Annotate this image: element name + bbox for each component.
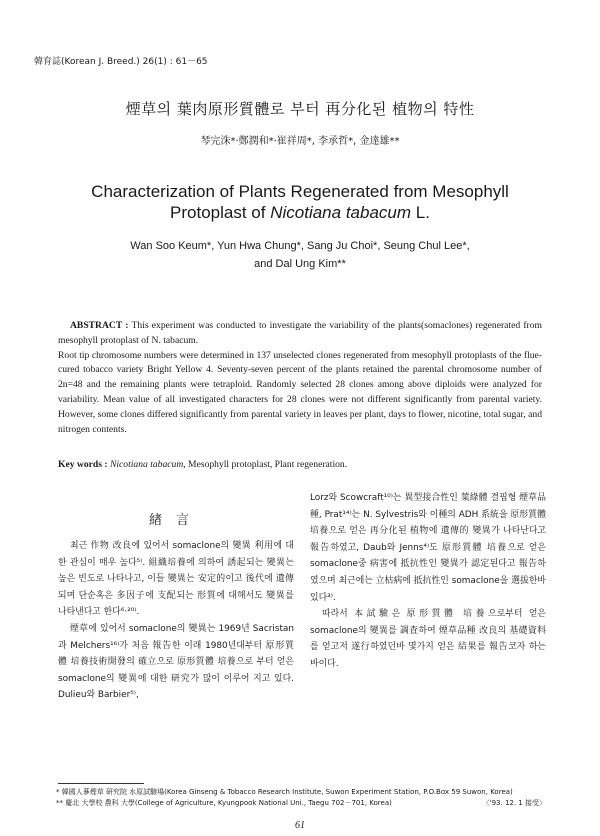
intro-paragraph-2: 煙草에 있어서 somaclone의 變異는 1969년 Sacristan과 Melchers¹⁶⁾가 처음 報告한 이래 1980년대부터 原形質體 培養技術開發의 確立으로 原形質體 培養으로 부터 얻은 somaclone의 變異에 대한 研究가 많이 이루어 지고 있다. Dulieu와 Barbier⁵⁾, [58,623,294,701]
english-title-pre: Protoplast of [170,203,271,222]
right-column [310,490,546,673]
korean-authors: 琴完洙*·鄭潤和*·崔祥周*, 李承哲*, 金達雄** [200,136,400,147]
english-title-line1: Characterization of Plants Regenerated from Mesophyll [91,182,509,201]
english-title-species: Nicotiana tabacum [270,203,412,222]
section-heading-introduction: 緖言 [148,513,203,528]
footnote-affiliation-2 [56,798,546,809]
keywords [58,459,542,470]
keywords-label: Key words : [58,459,108,470]
intro-paragraph-3: Lorz와 Scowcraft¹⁰⁾는 異型接合性인 葉綠體 결핍형 煙草品種, Prat¹⁴⁾는 N. Sylvestris와 이種의 ADH 系統을 原形質體 培養으로 얻은 再分化된 植物에 遺傳的 變異가 나타난다고 報告하였고, Daub와 Jenns⁴⁾도 原形質體 培養으로 얻은 somaclone중 病害에 抵抗性인 變異가 認定된다고 報告하였으며 최근에는 立枯病에 抵抗性인 somaclone을 選拔한바 있다³⁾. [310,493,546,603]
footnote-divider [58,783,144,784]
english-authors-line2: and Dal Ung Kim** [254,258,346,270]
footnote-affiliation-2-text: ** 慶北 大學校 農科 大學(College of Agriculture, Kyungpook National Uni., Taegu 702－701, Korea) [56,798,392,807]
keywords-rest: Mesophyll protoplast, Plant regeneration. [185,459,348,470]
english-title-post: L. [411,203,430,222]
abstract [58,319,542,437]
footnote-affiliation-1: * 韓國人蔘煙草 硏究院 水原試驗場(Korea Ginseng & Tobacco Research Institute, Suwon Experiment Station, P.O.Box 59 Suwon, Korea) [56,788,513,796]
korean-title: 煙草의 葉肉原形質體로 부터 再分化된 植物의 特性 [125,100,475,118]
abstract-paragraph-2: Root tip chromosome numbers were determined in 137 unselected clones regenerated from mesophyll protoplasts of the flue-cured tobacco variety Bright Yellow 4. Seventy-seven percent of the plants retained the parental chromosome number of 2n=48 and the remaining plants were tetraploid. Randomly selected 28 clones among above diploids were analyzed for variability. Mean value of all investigated characters for 28 clones were not different significantly from parental variety. However, some clones differed significantly from parental variety in leaves per plant, days to flower, nicotine, total sugar, and nitrogen contents. [58,349,542,435]
english-authors [40,237,560,273]
abstract-label: ABSTRACT : [70,320,129,331]
abstract-paragraph-1: This experiment was conducted to investigate the variability of the plants(somaclones) regenerated from mesophyll protoplast of N. tabacum. [58,320,542,346]
english-authors-line1: Wan Soo Keum*, Yun Hwa Chung*, Sang Ju Choi*, Seung Chul Lee*, [130,240,470,252]
intro-paragraph-1: 최근 作物 改良에 있어서 somaclone의 變異 利用에 대한 관심이 매우 높다⁵⁾. 組織培養에 의하여 誘起되는 變異는 높은 빈도로 나타나고, 이들 變異는 安定的이고 後代에 遺傳되며 단순혹은 多因子에 支配되는 形質에 대해서도 變異를 나타낸다고 한다⁶·²⁰⁾. [58,541,294,618]
journal-reference: 韓育誌(Korean J. Breed.) 26(1) : 61－65 [34,57,208,67]
received-date: 〈'93. 12. 1 接受〉 [482,798,546,807]
left-column [58,538,294,704]
english-title-line2 [40,202,560,223]
page-number: 61 [295,820,305,831]
intro-paragraph-4: 따라서 本試驗은 原形質體 培養으로부터 얻은 somaclone의 變異를 調査하여 煙草品種 改良의 基礎資料를 얻고저 遂行하였던바 몇가지 얻은 結果를 報告코자 하는 바이다. [310,609,546,669]
footnotes [56,787,546,808]
english-title [40,181,560,223]
keywords-species: Nicotiana tabacum, [109,459,186,470]
